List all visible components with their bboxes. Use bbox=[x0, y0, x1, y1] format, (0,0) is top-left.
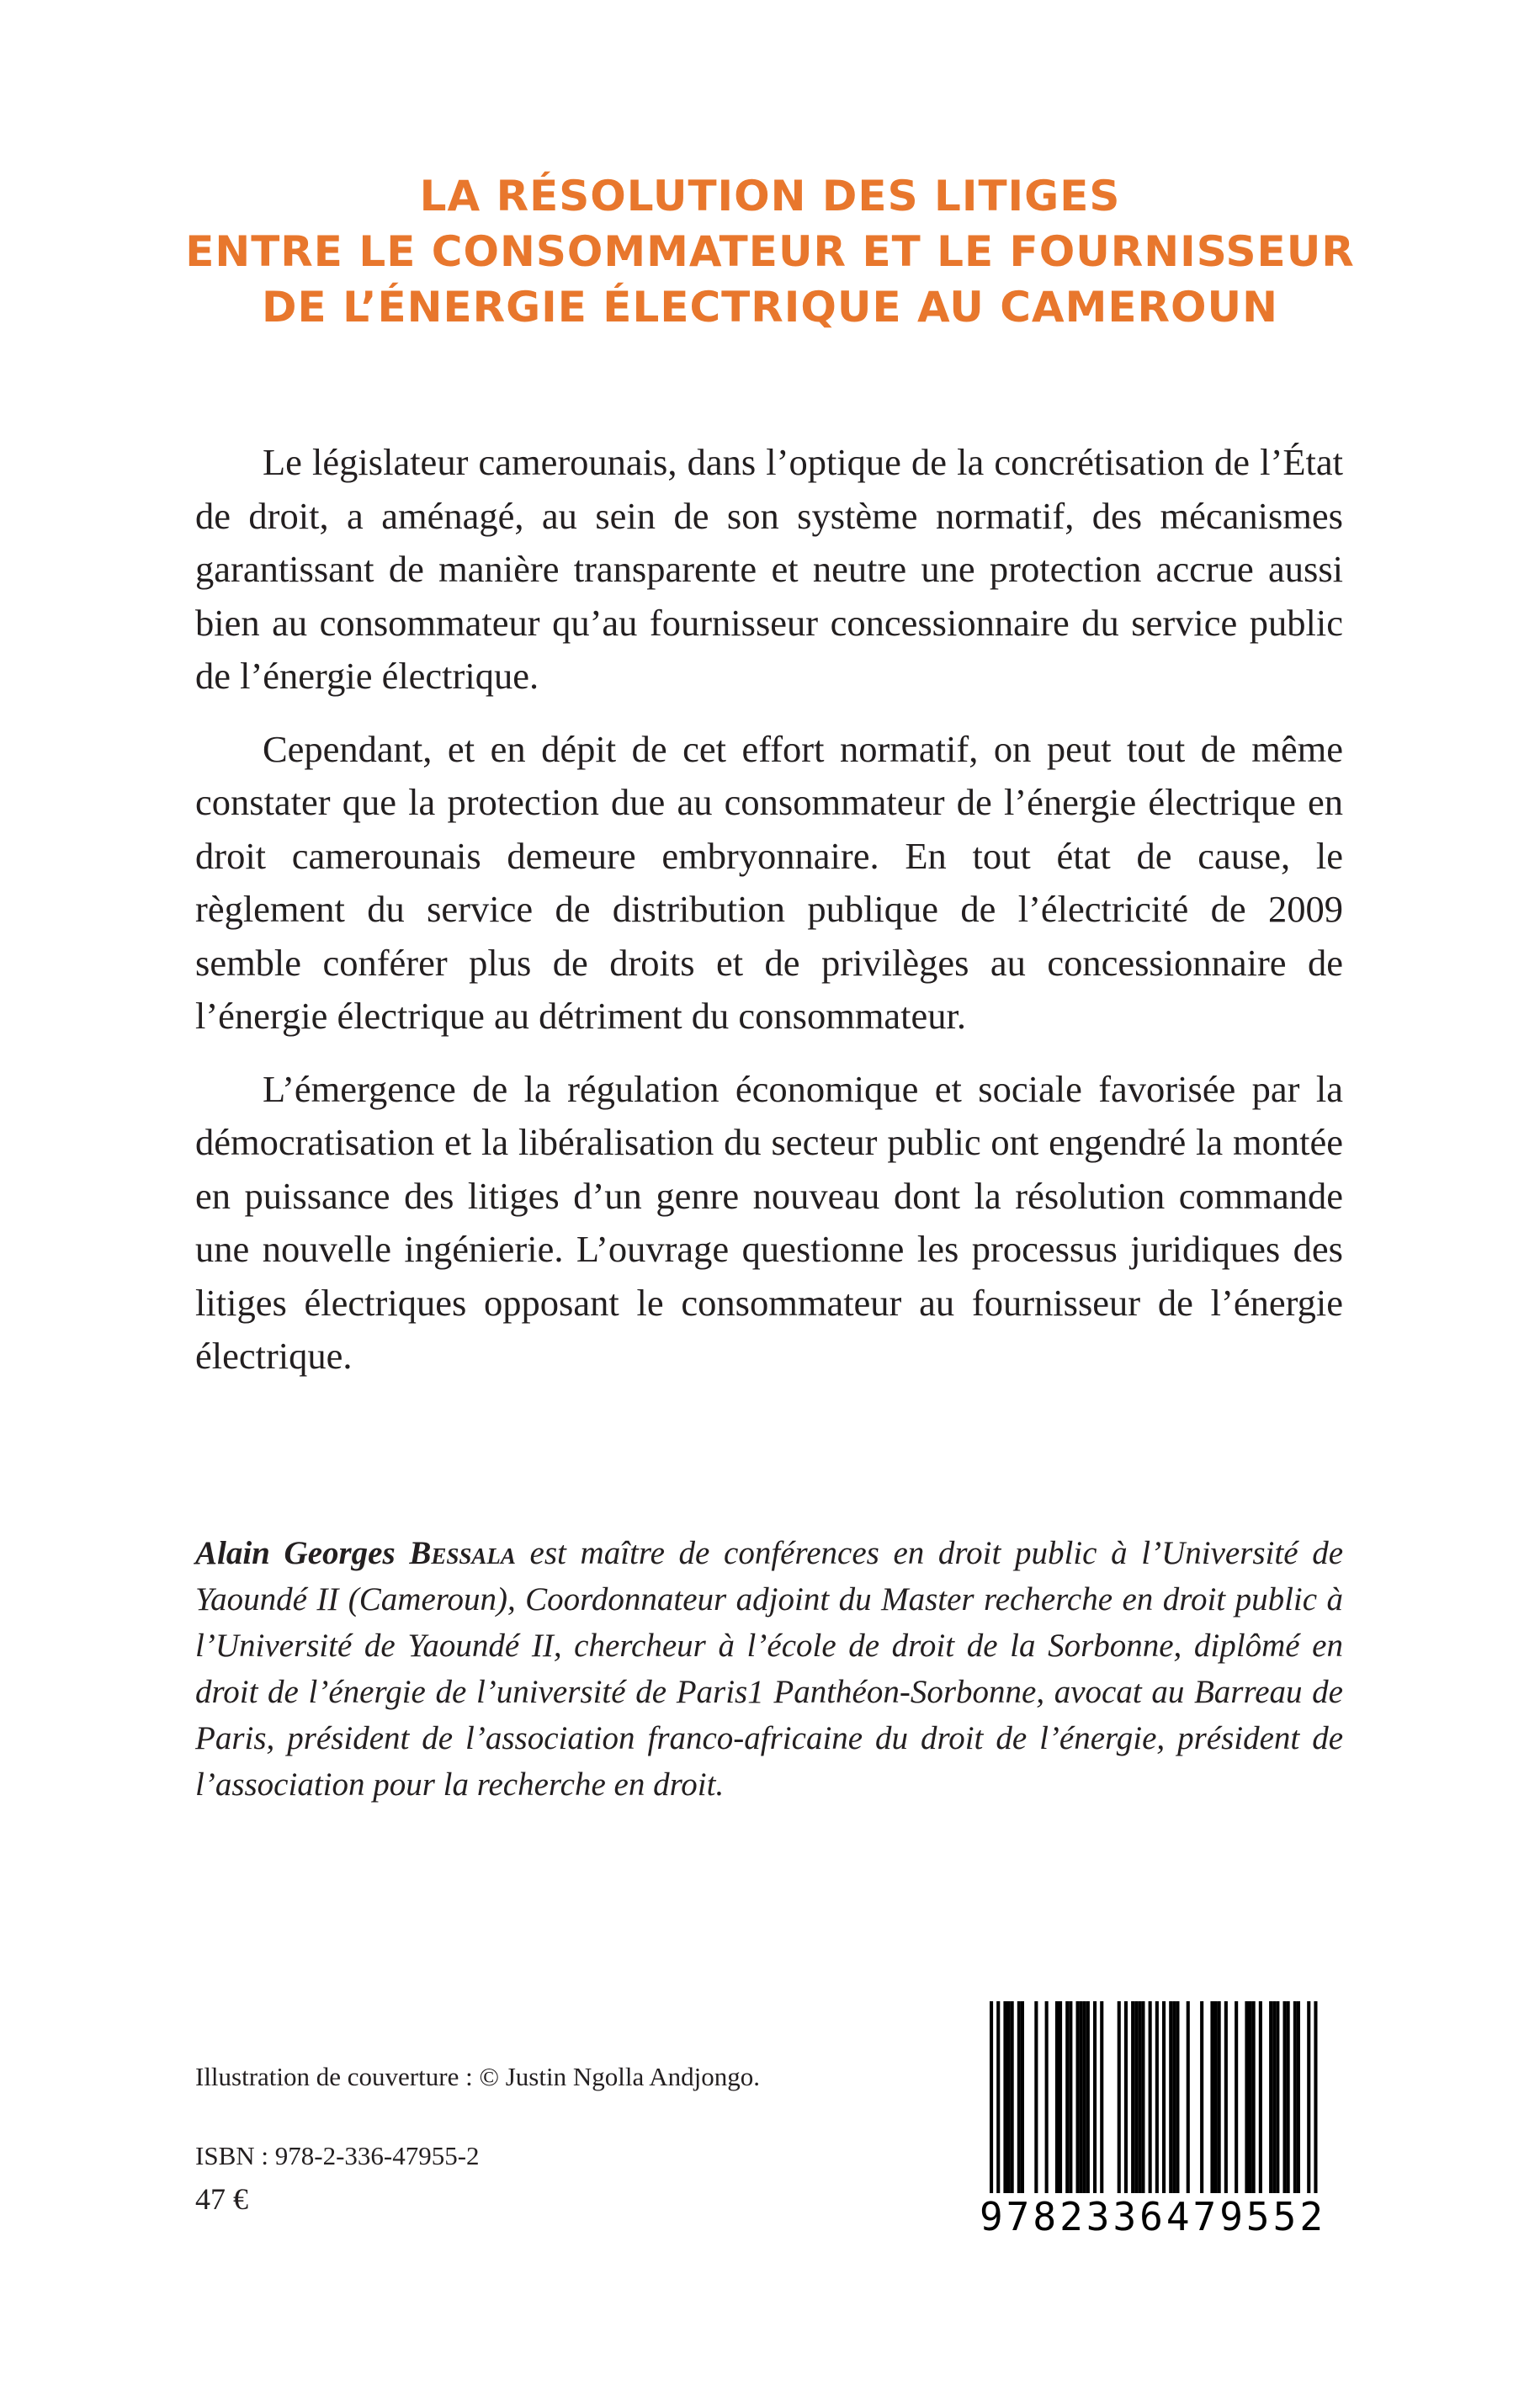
barcode-bar bbox=[1059, 2001, 1062, 2193]
barcode-bar bbox=[1287, 2001, 1290, 2193]
barcode-bar bbox=[996, 2001, 1000, 2222]
summary-paragraph-3: L’émergence de la régulation économique et sociale favorisée par la démocratisation et la libéralisation du secteur public ont engendré la montée en puissance des litiges d’un genre nouveau dont la résolution commande une nouvelle ingénierie. L’ouvrage questionne les processus juridiques des litiges électriques opposant le consommateur au fournisseur de l’énergie électrique. bbox=[195, 1067, 1343, 1377]
barcode-bar bbox=[1293, 2001, 1297, 2193]
barcode-bar bbox=[1297, 2001, 1300, 2193]
barcode-bar bbox=[1187, 2001, 1190, 2193]
barcode-bar bbox=[1131, 2001, 1134, 2193]
barcode-bar bbox=[1011, 2001, 1014, 2193]
barcode-bar bbox=[1269, 2001, 1272, 2193]
barcode-bar bbox=[1080, 2001, 1083, 2193]
barcode-bar bbox=[1134, 2001, 1138, 2193]
barcode-bar bbox=[1224, 2001, 1228, 2193]
barcode-bar bbox=[1034, 2001, 1038, 2193]
author-bio-text: est maître de conférences en droit public à l’Université de Yaoundé II (Cameroun), Coordonnateur adjoint du Master recherche en droit public à l’Université de Yaoundé II, chercheur à l’école de droit de la Sorbonne, diplômé en droit de l’énergie de l’université de Paris1 Panthéon-Sorbonne, avocat au Barreau de Paris, président de l’association franco-africaine du droit de l’énergie, président de l’association pour la recherche en droit. bbox=[195, 1535, 1343, 1803]
barcode-bar bbox=[1218, 2001, 1221, 2193]
barcode-bar bbox=[1141, 2001, 1144, 2193]
barcode-bar bbox=[1021, 2001, 1024, 2193]
summary-paragraph-1: Le législateur camerounais, dans l’optique de la concrétisation de l’État de droit, a aménagé, au sein de son système normatif, des mécanismes garantissant de manière transparente et neutre une protection accrue aussi bien au consommateur qu’au fournisseur concessionnaire du service public de l’énergie électrique. bbox=[195, 441, 1343, 697]
barcode bbox=[959, 1995, 1346, 2247]
barcode-bar bbox=[1259, 2001, 1262, 2193]
barcode-bar bbox=[1003, 2001, 1006, 2193]
barcode-bar bbox=[1272, 2001, 1276, 2193]
barcode-bar bbox=[1162, 2001, 1166, 2193]
book-summary bbox=[195, 436, 1343, 1403]
title-line-1: LA RÉSOLUTION DES LITIGES bbox=[419, 172, 1121, 220]
isbn: ISBN : 978-2-336-47955-2 bbox=[195, 2141, 480, 2170]
author-surname: Bessala bbox=[409, 1535, 516, 1571]
barcode-bar bbox=[1118, 2001, 1121, 2193]
barcode-bar bbox=[1017, 2001, 1021, 2193]
barcode-bar bbox=[1055, 2001, 1059, 2193]
barcode-bar bbox=[1149, 2001, 1152, 2222]
author-bio bbox=[195, 1530, 1343, 1808]
summary-paragraph-2: Cependant, et en dépit de cet effort normatif, on peut tout de même constater que la protection due au consommateur de l’énergie électrique en droit camerounais demeure embryonnaire. En tout état de cause, le règlement du service de distribution publique de l’électricité de 2009 semble conférer plus de droits et de privilèges au concessionnaire de l’énergie électrique au détriment du consommateur. bbox=[195, 727, 1343, 1037]
barcode-bar bbox=[1093, 2001, 1097, 2193]
barcode-bar bbox=[1076, 2001, 1080, 2193]
barcode-bar bbox=[1100, 2001, 1103, 2193]
title-line-3: DE L’ÉNERGIE ÉLECTRIQUE AU CAMEROUN bbox=[262, 283, 1278, 332]
barcode-bar bbox=[1069, 2001, 1072, 2193]
barcode-bar bbox=[1086, 2001, 1090, 2193]
barcode-bar bbox=[1007, 2001, 1011, 2193]
barcode-bar bbox=[1252, 2001, 1256, 2193]
barcode-bar bbox=[1065, 2001, 1069, 2193]
barcode-digits: 9782336479552 bbox=[959, 2193, 1346, 2240]
barcode-bar bbox=[1138, 2001, 1141, 2193]
barcode-bar bbox=[1245, 2001, 1248, 2193]
author-first-names: Alain Georges bbox=[195, 1535, 396, 1571]
barcode-bar bbox=[1176, 2001, 1179, 2193]
price: 47 € bbox=[195, 2182, 248, 2216]
barcode-bar bbox=[1172, 2001, 1176, 2193]
title-line-2: ENTRE LE CONSOMMATEUR ET LE FOURNISSEUR bbox=[185, 227, 1355, 276]
barcode-bar bbox=[990, 2001, 993, 2222]
barcode-bar bbox=[1045, 2001, 1049, 2193]
illustration-credit: Illustration de couverture : © Justin Ngolla Andjongo. bbox=[195, 2062, 761, 2091]
barcode-bar bbox=[1276, 2001, 1279, 2193]
barcode-bar bbox=[1249, 2001, 1252, 2193]
barcode-bar bbox=[1314, 2001, 1317, 2222]
barcode-bar bbox=[1155, 2001, 1159, 2222]
barcode-bar bbox=[1307, 2001, 1310, 2222]
barcode-bar bbox=[1283, 2001, 1287, 2193]
barcode-bar bbox=[1214, 2001, 1218, 2193]
barcode-bar bbox=[1200, 2001, 1203, 2193]
barcode-bar bbox=[1235, 2001, 1238, 2193]
barcode-bar bbox=[1124, 2001, 1128, 2193]
barcode-bar bbox=[1083, 2001, 1086, 2193]
barcode-bar bbox=[1210, 2001, 1213, 2193]
barcode-bar bbox=[1169, 2001, 1172, 2193]
book-title bbox=[0, 168, 1540, 335]
